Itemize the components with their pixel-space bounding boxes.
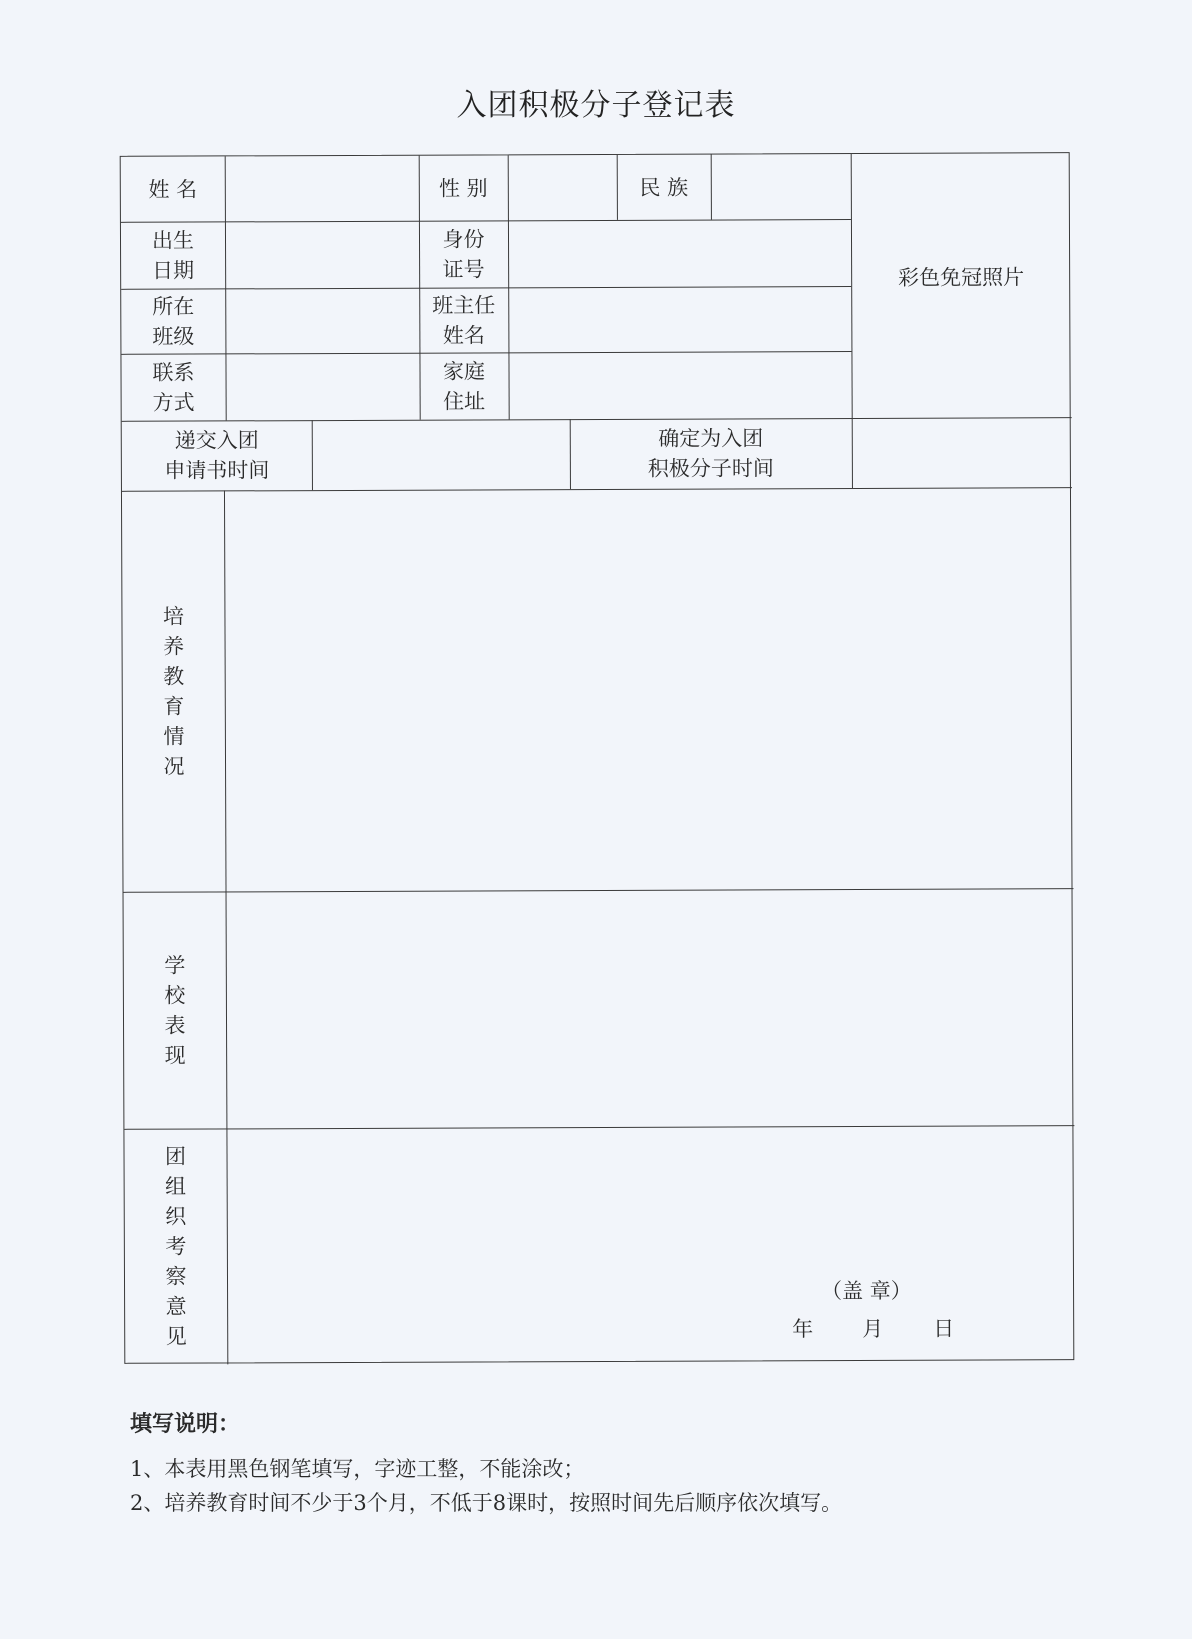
label-text: 证号 xyxy=(442,256,485,282)
label-id-number xyxy=(419,220,508,287)
label-gender: 性 别 xyxy=(438,175,488,201)
label-text: 出生 xyxy=(151,228,195,253)
label-school-performance xyxy=(124,891,227,1128)
label-text: 日期 xyxy=(152,258,195,283)
label-text: 积极分子时间 xyxy=(647,456,774,481)
label-char: 培 xyxy=(162,604,184,629)
seal-stamp-text: （盖 章） xyxy=(821,1278,912,1304)
label-char: 表 xyxy=(164,1013,186,1038)
label-text: 姓名 xyxy=(442,322,485,348)
confirmation-time-field[interactable] xyxy=(852,417,1072,488)
head-teacher-field[interactable] xyxy=(508,286,851,352)
label-char: 察 xyxy=(165,1264,187,1289)
ethnicity-field[interactable] xyxy=(711,154,851,220)
home-address-field[interactable] xyxy=(508,351,851,419)
label-text: 联系 xyxy=(152,360,195,385)
label-char: 育 xyxy=(163,694,185,719)
seal-day: 日 xyxy=(933,1316,955,1341)
label-confirmation-time xyxy=(570,418,852,489)
instructions-heading: 填写说明： xyxy=(130,1412,241,1437)
id-number-field[interactable] xyxy=(508,219,851,287)
label-text: 申请书时间 xyxy=(164,458,270,483)
label-text: 递交入团 xyxy=(174,428,259,453)
label-char: 养 xyxy=(163,634,185,659)
label-char: 见 xyxy=(165,1324,187,1349)
label-head-teacher xyxy=(419,287,508,352)
contact-field[interactable] xyxy=(225,353,419,421)
label-education xyxy=(122,490,226,891)
label-text: 确定为入团 xyxy=(658,426,764,451)
application-time-field[interactable] xyxy=(312,419,570,490)
photo-box[interactable] xyxy=(851,153,1072,418)
class-field[interactable] xyxy=(225,288,419,354)
label-class xyxy=(121,288,225,353)
instruction-item: 1、本表用黑色钢笔填写，字迹工整，不能涂改； xyxy=(130,1457,585,1481)
label-char: 考 xyxy=(165,1234,187,1259)
education-field[interactable] xyxy=(224,487,1074,891)
label-text: 家庭 xyxy=(442,358,486,384)
label-text: 班级 xyxy=(152,324,195,349)
form-title: 入团积极分子登记表 xyxy=(456,88,736,123)
label-league-opinion xyxy=(124,1128,227,1364)
label-contact xyxy=(121,353,225,420)
label-char: 学 xyxy=(164,953,186,978)
label-char: 团 xyxy=(164,1144,187,1169)
label-char: 现 xyxy=(164,1043,186,1068)
label-char: 况 xyxy=(163,754,185,779)
label-name: 姓 名 xyxy=(148,177,198,202)
label-char: 校 xyxy=(164,983,186,1008)
label-application-time xyxy=(122,420,312,491)
birth-date-field[interactable] xyxy=(225,221,419,289)
label-text: 方式 xyxy=(152,390,195,415)
label-home-address xyxy=(419,352,508,419)
photo-label: 彩色免冠照片 xyxy=(898,265,1025,290)
label-text: 身份 xyxy=(442,226,485,252)
instructions xyxy=(130,1408,1090,1520)
label-char: 组 xyxy=(165,1174,187,1199)
label-text: 所在 xyxy=(152,294,195,319)
label-text: 住址 xyxy=(443,388,486,414)
registration-table xyxy=(120,152,1075,1364)
school-performance-field[interactable] xyxy=(226,888,1075,1128)
name-field[interactable] xyxy=(225,156,419,222)
label-text: 班主任 xyxy=(432,292,496,318)
instruction-item: 2、培养教育时间不少于3个月，不低于8课时，按照时间先后顺序依次填写。 xyxy=(130,1491,843,1515)
gender-field[interactable] xyxy=(508,155,617,220)
label-char: 意 xyxy=(165,1294,187,1319)
label-char: 情 xyxy=(163,724,185,749)
label-char: 教 xyxy=(163,664,185,689)
label-birth-date xyxy=(121,221,225,288)
seal-month: 月 xyxy=(862,1316,884,1341)
label-char: 织 xyxy=(165,1204,187,1229)
label-ethnicity: 民 族 xyxy=(639,175,689,200)
seal-year: 年 xyxy=(792,1317,814,1342)
